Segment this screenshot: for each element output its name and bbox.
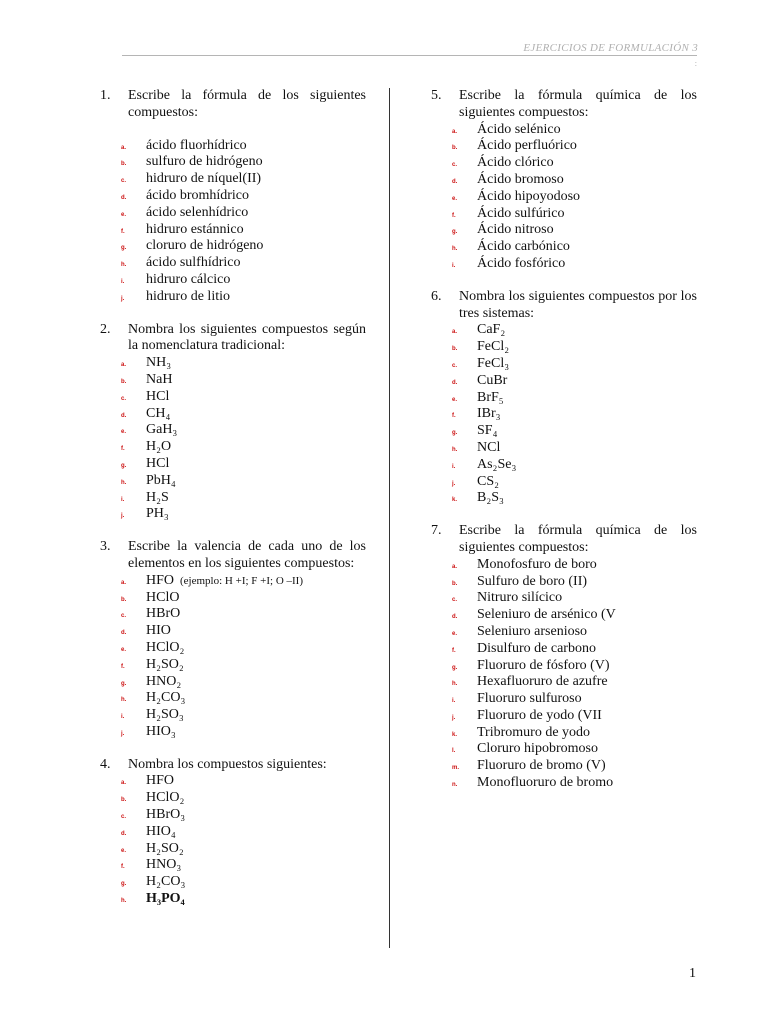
item-marker: d. (452, 379, 458, 386)
list-item (100, 355, 366, 372)
item-text: Ácido fosfórico (477, 255, 566, 271)
item-text: NCl (477, 439, 501, 455)
item-marker: k. (452, 731, 458, 738)
list-item (100, 707, 366, 724)
item-marker: a. (121, 144, 127, 151)
item-marker: a. (121, 579, 127, 586)
item-text: Nitruro silícico (477, 590, 563, 606)
question-heading (431, 289, 697, 323)
list-item (431, 138, 697, 155)
list-item (431, 423, 697, 440)
item-text: H₂SO₂ (146, 840, 184, 856)
item-list (431, 557, 697, 792)
list-item (431, 339, 697, 356)
list-item (431, 440, 697, 457)
list-item (100, 573, 366, 590)
list-item (100, 406, 366, 423)
question-text: Nombra los siguientes compuestos según la nomenclatura tradicional: (128, 321, 366, 354)
item-text: HIO (146, 623, 171, 639)
item-text: Ácido clórico (477, 155, 554, 171)
item-marker: h. (121, 697, 127, 704)
item-marker: h. (121, 898, 127, 905)
item-marker: a. (121, 780, 127, 787)
item-text: Disulfuro de carbono (477, 640, 596, 656)
item-marker: b. (121, 161, 127, 168)
item-marker: k. (452, 497, 458, 504)
item-text: H₂CO₃ (146, 874, 186, 890)
item-text: FeCl₂ (477, 339, 510, 355)
item-text: H₂SO₂ (146, 656, 184, 672)
item-marker: g. (452, 229, 458, 236)
list-item (100, 222, 366, 239)
item-text: hidruro de litio (146, 288, 230, 304)
page-number: 1 (689, 966, 696, 981)
question-text: Nombra los compuestos siguientes: (128, 756, 327, 772)
header-mark: : (694, 59, 697, 68)
list-item (100, 272, 366, 289)
list-item (100, 807, 366, 824)
item-marker: i. (452, 463, 456, 470)
item-text: ácido selenhídrico (146, 204, 249, 220)
question-heading (431, 523, 697, 557)
item-marker: b. (452, 580, 458, 587)
item-marker: f. (452, 413, 456, 420)
item-marker: f. (452, 647, 456, 654)
item-text: Fluoruro de yodo (VII (477, 707, 602, 723)
list-item (431, 322, 697, 339)
list-item (100, 690, 366, 707)
item-marker: d. (121, 194, 127, 201)
list-item (100, 389, 366, 406)
item-marker: f. (121, 228, 125, 235)
item-text: HBrO (146, 606, 181, 622)
question-number: 6. (431, 288, 442, 304)
item-marker: c. (452, 362, 458, 369)
question-2 (100, 322, 366, 524)
question-1 (100, 88, 366, 306)
list-item (431, 624, 697, 641)
list-item (431, 172, 697, 189)
item-text: Ácido nitroso (477, 222, 554, 238)
list-item (100, 623, 366, 640)
list-item (100, 473, 366, 490)
list-item (100, 590, 366, 607)
question-heading (431, 88, 697, 122)
question-text: Escribe la valencia de cada uno de los elementos en los siguientes compuestos: (128, 539, 366, 571)
item-list (100, 573, 366, 741)
question-heading (100, 322, 366, 356)
item-marker: c. (121, 613, 127, 620)
list-item (100, 874, 366, 891)
question-number: 5. (431, 88, 442, 103)
item-marker: i. (452, 262, 456, 269)
list-item (431, 222, 697, 239)
item-text: Tribromuro de yodo (477, 724, 591, 740)
list-item (100, 255, 366, 272)
item-text: CS₂ (477, 473, 500, 489)
item-text: Cloruro hipobromoso (477, 741, 598, 757)
item-marker: l. (452, 748, 456, 755)
list-item (431, 607, 697, 624)
list-item (100, 824, 366, 841)
list-item (100, 456, 366, 473)
item-marker: m. (452, 765, 460, 772)
item-marker: a. (121, 362, 127, 369)
header-rule (122, 55, 697, 56)
item-text: HClO₂ (146, 790, 185, 806)
list-item (431, 674, 697, 691)
item-marker: i. (121, 714, 125, 721)
item-marker: a. (452, 128, 458, 135)
item-marker: n. (452, 782, 458, 789)
item-text: Sulfuro de boro (II) (477, 573, 588, 589)
list-item (100, 891, 366, 908)
item-text: ácido bromhídrico (146, 187, 250, 203)
item-text: Monofluoruro de bromo (477, 775, 614, 791)
item-text: cloruro de hidrógeno (146, 238, 264, 254)
item-text: CH₄ (146, 405, 171, 421)
list-item (100, 606, 366, 623)
item-text: HBrO₃ (146, 807, 186, 823)
item-marker: e. (452, 195, 458, 202)
list-item (431, 490, 697, 507)
item-marker: b. (121, 596, 127, 603)
item-list (100, 773, 366, 907)
item-list (431, 122, 697, 273)
list-item (431, 206, 697, 223)
item-text: CuBr (477, 372, 508, 388)
item-text: GaH₃ (146, 422, 178, 438)
item-text: HFO (146, 773, 175, 789)
item-marker: g. (121, 680, 127, 687)
item-text: ácido sulfhídrico (146, 255, 241, 271)
right-column (431, 88, 697, 808)
list-item (431, 590, 697, 607)
item-list (431, 322, 697, 507)
item-text: Monofosfuro de boro (477, 556, 597, 572)
list-item (100, 790, 366, 807)
item-text: hidruro de níquel(II) (146, 171, 262, 187)
list-item (100, 238, 366, 255)
item-marker: f. (121, 864, 125, 871)
item-text: H₃PO₄ (146, 891, 185, 907)
question-heading (100, 539, 366, 573)
question-4 (100, 757, 366, 908)
item-text: HCl (146, 455, 170, 471)
question-5 (431, 88, 697, 273)
item-marker: j. (452, 714, 456, 721)
item-text: IBr₃ (477, 406, 501, 422)
list-item (100, 422, 366, 439)
item-text: PbH₄ (146, 472, 176, 488)
item-text: HNO₂ (146, 673, 182, 689)
question-number: 1. (100, 88, 111, 103)
item-text: FeCl₃ (477, 355, 510, 371)
item-text: Ácido perfluórico (477, 138, 577, 154)
item-marker: c. (121, 814, 127, 821)
list-item (431, 239, 697, 256)
item-text: BrF₅ (477, 389, 504, 405)
item-marker: d. (452, 178, 458, 185)
item-text: HIO₄ (146, 823, 176, 839)
list-item (100, 439, 366, 456)
item-text: Fluoruro de fósforo (V) (477, 657, 610, 673)
item-marker: f. (121, 663, 125, 670)
item-marker: d. (452, 614, 458, 621)
list-item (431, 122, 697, 139)
item-marker: i. (121, 278, 125, 285)
list-item (431, 457, 697, 474)
item-text: HNO₃ (146, 857, 182, 873)
item-text: HClO₂ (146, 639, 185, 655)
question-text: Escribe la fórmula química de los siguientes compuestos: (459, 88, 697, 120)
item-text: Hexafluoruro de azufre (477, 674, 608, 690)
item-text: CaF₂ (477, 322, 506, 338)
question-number: 4. (100, 756, 111, 772)
list-item (100, 490, 366, 507)
item-marker: c. (121, 395, 127, 402)
item-marker: g. (121, 245, 127, 252)
item-note: (ejemplo: H +I; F +I; O –II) (180, 574, 304, 587)
list-item (100, 724, 366, 741)
item-marker: b. (121, 378, 127, 385)
item-text: H₂SO₃ (146, 707, 184, 723)
list-item (100, 640, 366, 657)
list-item (100, 372, 366, 389)
item-text: HIO₃ (146, 723, 176, 739)
item-text: sulfuro de hidrógeno (146, 154, 263, 170)
list-item (100, 205, 366, 222)
question-number: 7. (431, 523, 442, 539)
list-item (100, 188, 366, 205)
list-item (431, 557, 697, 574)
item-text: Ácido sulfúrico (477, 205, 565, 221)
item-marker: g. (121, 881, 127, 888)
list-item (100, 674, 366, 691)
question-text: Escribe la fórmula química de los siguientes compuestos: (459, 523, 697, 555)
list-item (100, 289, 366, 306)
list-item (431, 356, 697, 373)
list-item (100, 857, 366, 874)
list-item (100, 171, 366, 188)
item-list (100, 355, 366, 523)
item-marker: b. (121, 797, 127, 804)
item-text: Ácido bromoso (477, 171, 564, 187)
item-text: PH₃ (146, 506, 169, 522)
item-marker: c. (452, 162, 458, 169)
question-6 (431, 289, 697, 507)
item-marker: j. (121, 513, 125, 520)
header-title: EJERCICIOS DE FORMULACIÓN 3 (523, 42, 698, 54)
question-number: 3. (100, 539, 111, 555)
item-text: SF₄ (477, 423, 498, 439)
list-item (100, 138, 366, 155)
item-text: NH₃ (146, 355, 172, 371)
question-heading (100, 88, 366, 138)
list-item (431, 373, 697, 390)
item-marker: g. (452, 430, 458, 437)
item-marker: e. (121, 429, 127, 436)
item-marker: j. (121, 730, 125, 737)
item-marker: e. (452, 396, 458, 403)
item-text: As₂Se₃ (477, 456, 517, 472)
item-marker: d. (121, 412, 127, 419)
item-text: Seleniuro de arsénico (V (477, 607, 616, 623)
item-marker: f. (121, 446, 125, 453)
list-item (431, 189, 697, 206)
list-item (431, 574, 697, 591)
list-item (431, 390, 697, 407)
question-3 (100, 539, 366, 741)
item-text: B₂S₃ (477, 490, 504, 506)
item-marker: i. (452, 698, 456, 705)
question-7 (431, 523, 697, 792)
item-text: ácido fluorhídrico (146, 137, 247, 153)
list-item (431, 708, 697, 725)
list-item (100, 773, 366, 790)
column-divider (389, 88, 390, 948)
list-item (431, 691, 697, 708)
item-text: Ácido carbónico (477, 239, 570, 255)
item-text: H₂O (146, 439, 172, 455)
item-text: hidruro cálcico (146, 271, 231, 287)
question-text: Nombra los siguientes compuestos por los tres sistemas: (459, 288, 697, 321)
list-item (100, 154, 366, 171)
item-marker: e. (121, 847, 127, 854)
item-text: HCl (146, 388, 170, 404)
item-marker: j. (121, 295, 125, 302)
list-item (431, 758, 697, 775)
item-marker: i. (121, 496, 125, 503)
list-item (100, 841, 366, 858)
item-text: H₂CO₃ (146, 690, 186, 706)
item-text: Fluoruro sulfuroso (477, 691, 582, 707)
left-column (100, 88, 366, 924)
item-marker: e. (121, 646, 127, 653)
list-item (431, 658, 697, 675)
item-text: Ácido selénico (477, 121, 561, 137)
item-text: hidruro estánnico (146, 221, 244, 237)
list-item (431, 256, 697, 273)
list-item (431, 775, 697, 792)
item-text: Ácido hipoyodoso (477, 188, 581, 204)
item-marker: h. (452, 681, 458, 688)
list-item (431, 474, 697, 491)
item-marker: b. (452, 346, 458, 353)
item-marker: c. (121, 178, 127, 185)
item-marker: d. (121, 630, 127, 637)
item-text: H₂S (146, 489, 169, 505)
item-marker: e. (121, 211, 127, 218)
list-item (100, 506, 366, 523)
list-item (431, 641, 697, 658)
item-marker: b. (452, 145, 458, 152)
item-marker: g. (121, 462, 127, 469)
list-item (431, 155, 697, 172)
item-marker: a. (452, 329, 458, 336)
item-marker: g. (452, 664, 458, 671)
item-text: Seleniuro arsenioso (477, 623, 588, 639)
item-marker: j. (452, 480, 456, 487)
item-marker: f. (452, 212, 456, 219)
item-marker: h. (121, 479, 127, 486)
item-text: NaH (146, 371, 173, 387)
question-number: 2. (100, 321, 111, 337)
item-text: HClO (146, 589, 180, 605)
item-text: HFO (146, 572, 175, 588)
item-marker: h. (121, 262, 127, 269)
item-marker: h. (452, 246, 458, 253)
question-text: Escribe la fórmula de los siguientes compuestos: (128, 88, 366, 120)
item-marker: c. (452, 597, 458, 604)
item-marker: e. (452, 630, 458, 637)
item-marker: a. (452, 563, 458, 570)
item-list (100, 138, 366, 306)
item-marker: d. (121, 830, 127, 837)
list-item (431, 725, 697, 742)
list-item (100, 657, 366, 674)
list-item (431, 406, 697, 423)
item-marker: h. (452, 446, 458, 453)
list-item (431, 741, 697, 758)
item-text: Fluoruro de bromo (V) (477, 758, 606, 774)
question-heading (100, 757, 366, 774)
